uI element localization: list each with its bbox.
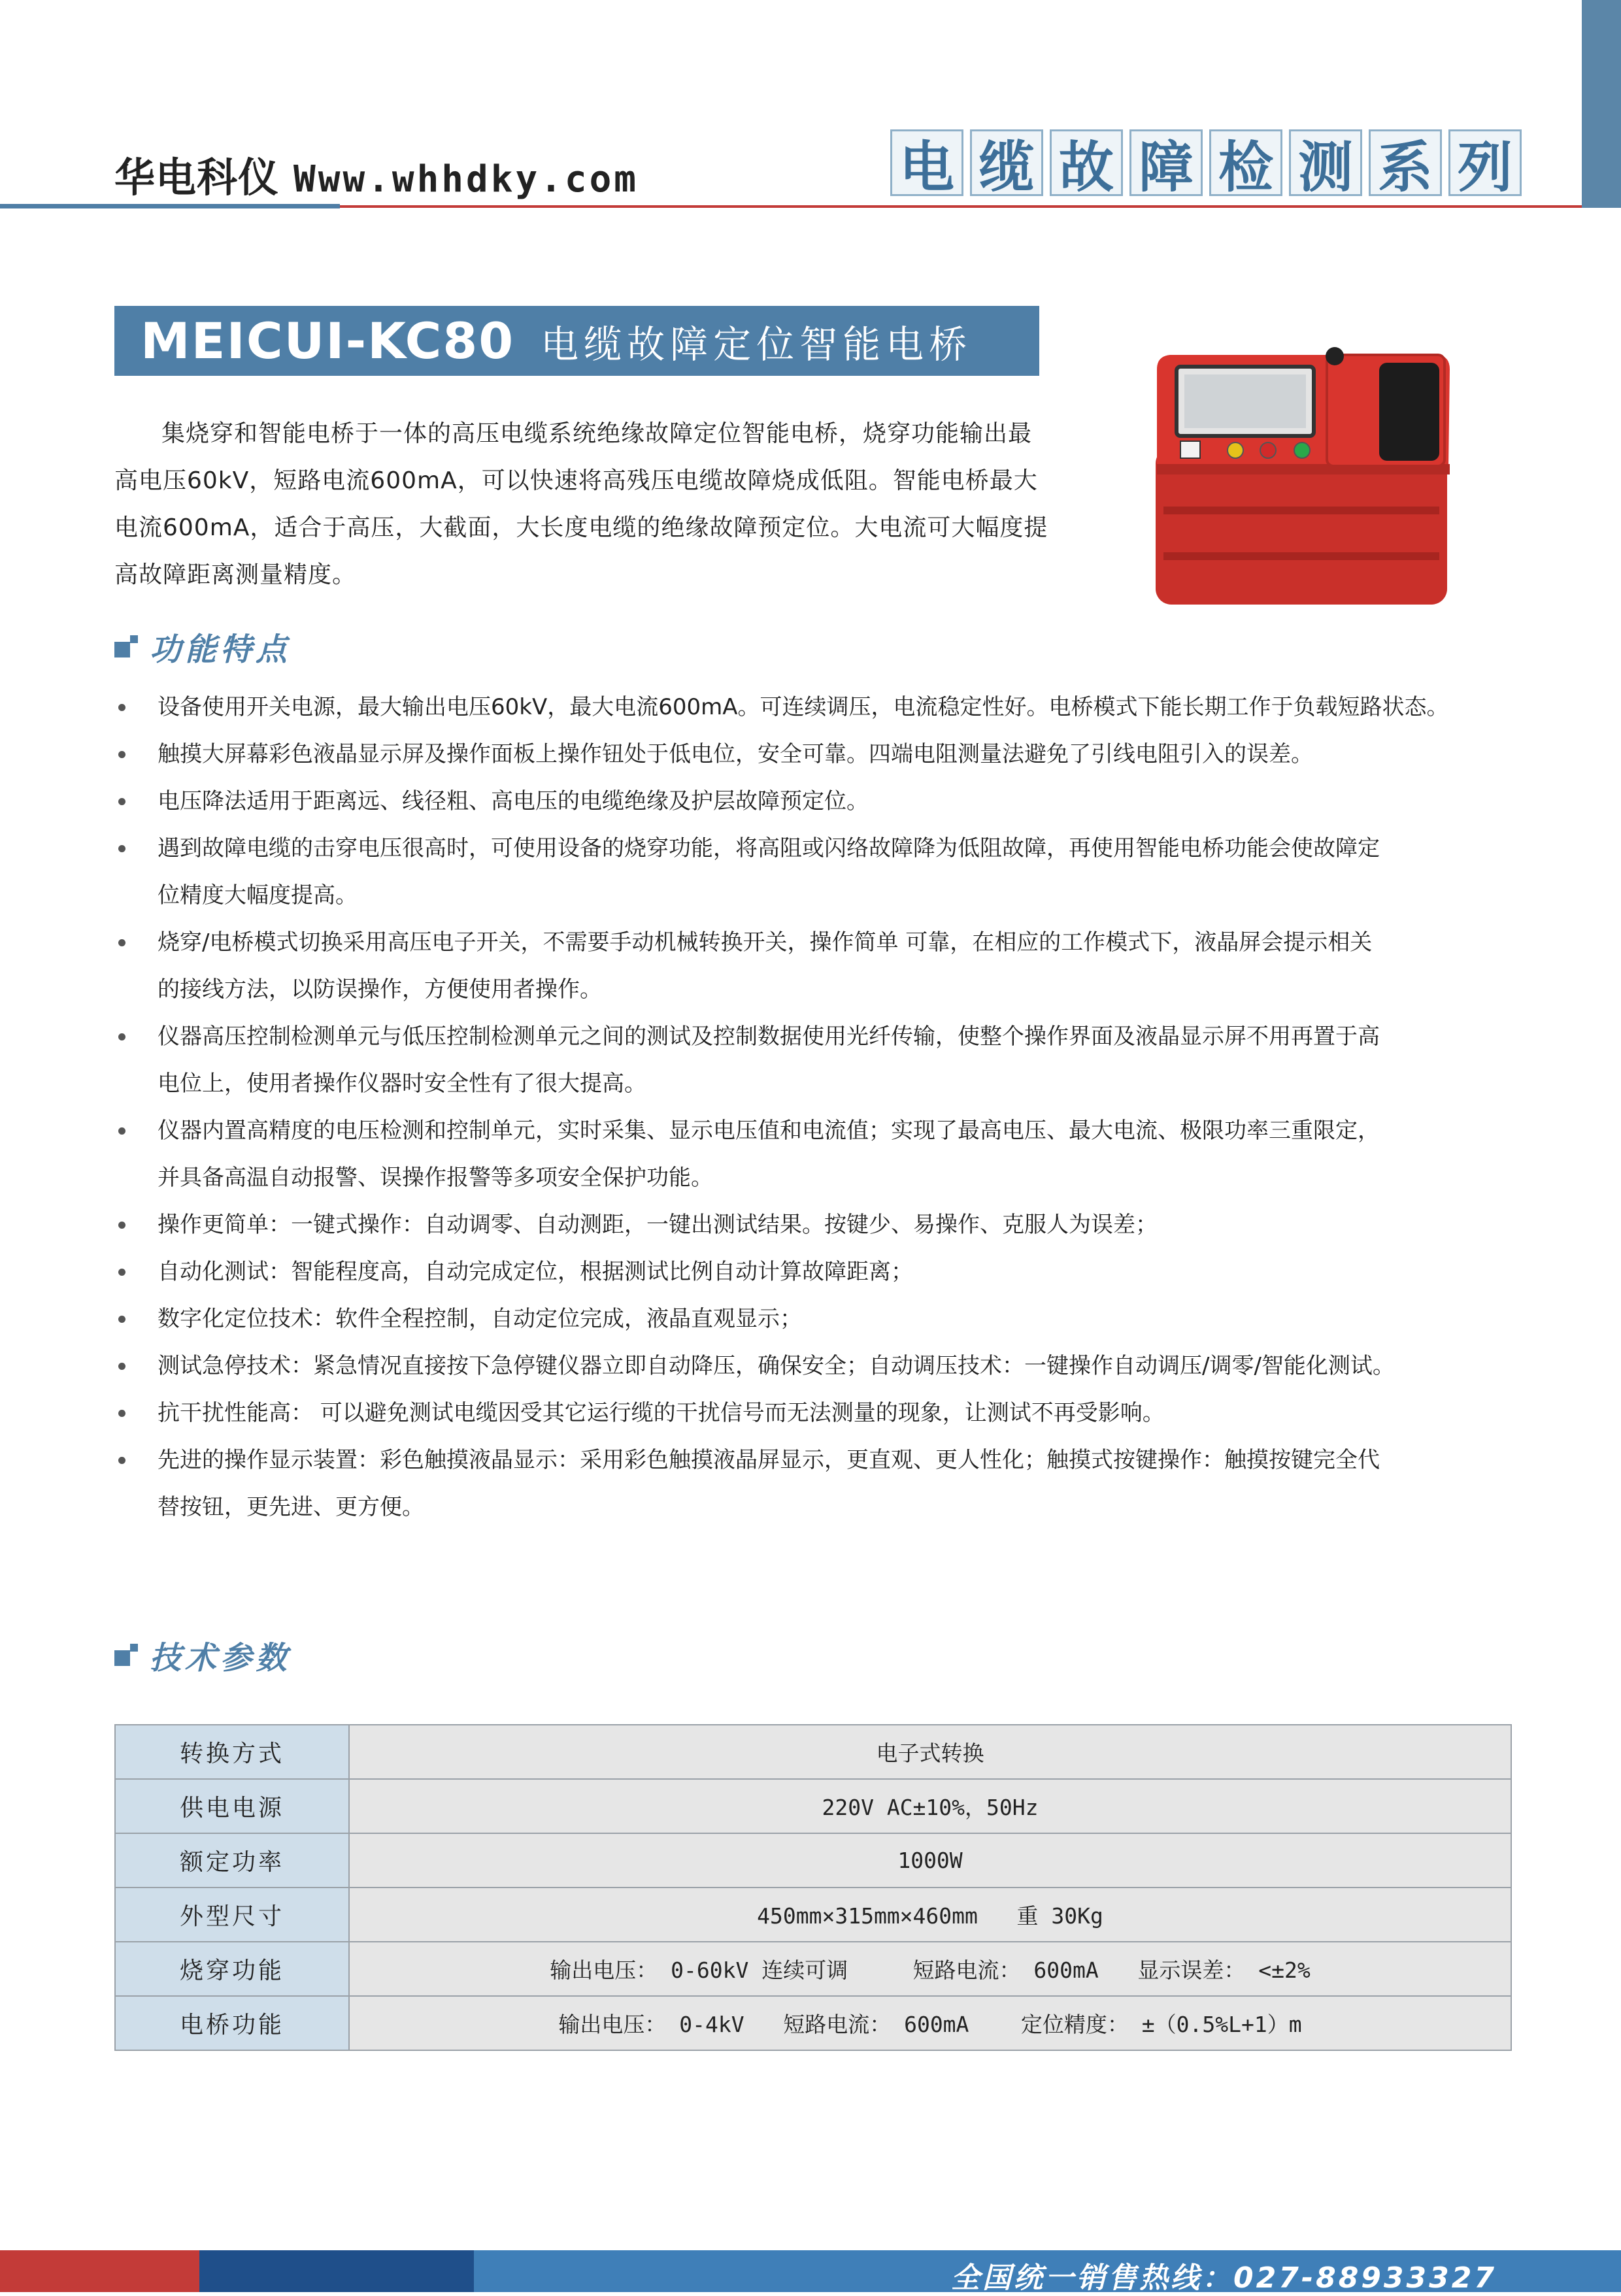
series-title: [890, 129, 1522, 199]
spec-key: 供电电源: [115, 1779, 349, 1833]
table-row: [115, 1725, 1511, 1779]
spec-key: 烧穿功能: [115, 1942, 349, 1996]
bullet-icon: [118, 1457, 125, 1464]
bullet-icon: [118, 798, 125, 805]
product-intro: [114, 410, 1056, 599]
list-item: [114, 1248, 1539, 1295]
product-title-bar: [114, 306, 1039, 376]
series-char: 障: [1129, 129, 1203, 196]
list-item: [114, 1437, 1539, 1531]
website-link[interactable]: Www.whhdky.com: [293, 158, 639, 201]
feature-text: 遇到故障电缆的击穿电压很高时，可使用设备的烧穿功能，将高阻或闪络故障降为低阻故障，再使用智能电桥功能会使故障定 位精度大幅度提高。: [158, 835, 1380, 908]
sales-hotline: 全国统一销售热线：027-88933327: [950, 2261, 1497, 2295]
bullet-icon: [118, 704, 125, 711]
series-char: 检: [1209, 129, 1282, 196]
table-row: [115, 1833, 1511, 1888]
list-item: [114, 919, 1539, 1013]
header-accent-bar: [1582, 0, 1621, 208]
table-row: [115, 1888, 1511, 1942]
bullet-icon: [118, 1127, 125, 1135]
device-knob: [1326, 347, 1344, 365]
series-char: 故: [1050, 129, 1123, 196]
feature-text: 数字化定位技术：软件全程控制，自动定位完成，液晶直观显示；: [158, 1306, 802, 1332]
spec-value: 输出电压： 0-4kV 短路电流： 600mA 定位精度： ±（0.5%L+1）m: [349, 1996, 1511, 2050]
spec-value: 220V AC±10%，50Hz: [349, 1779, 1511, 1833]
feature-text: 烧穿/电桥模式切换采用高压电子开关，不需要手动机械转换开关，操作简单 可靠，在相应的工作模式下，液晶屏会提示相关 的接线方法，以防误操作，方便使用者操作。: [158, 929, 1373, 1003]
spec-value: 输出电压： 0-60kV 连续可调 短路电流： 600mA 显示误差： <±2%: [349, 1942, 1511, 1996]
spec-key: 外型尺寸: [115, 1888, 349, 1942]
features-title: 功能特点: [150, 631, 292, 668]
list-item: [114, 1201, 1539, 1248]
device-photo: [1131, 343, 1471, 618]
feature-text: 仪器内置高精度的电压检测和控制单元，实时采集、显示电压值和电流值；实现了最高电压、最大电流、极限功率三重限定， 并具备高温自动报警、误操作报警等多项安全保护功能。: [158, 1118, 1380, 1191]
series-char: 电: [890, 129, 963, 196]
footer-red-block: [0, 2250, 199, 2292]
feature-text: 设备使用开关电源，最大输出电压60kV，最大电流600mA。可连续调压，电流稳定性好。电桥模式下能长期工作于负载短路状态。: [158, 694, 1449, 720]
table-row: [115, 1779, 1511, 1833]
list-item: [114, 1013, 1539, 1107]
device-accessory-slot: [1379, 363, 1439, 461]
spec-key: 额定功率: [115, 1833, 349, 1888]
device-yellow-button: [1228, 442, 1243, 458]
brand-name: 华电科仪: [114, 154, 280, 201]
brand-header: [114, 145, 639, 203]
features-list: [114, 684, 1539, 1531]
specs-title: 技术参数: [150, 1640, 292, 1676]
feature-text: 自动化测试：智能程度高，自动完成定位，根据测试比例自动计算故障距离；: [158, 1259, 913, 1285]
feature-text: 操作更简单：一键式操作：自动调零、自动测距，一键出测试结果。按键少、易操作、克服人为误差；: [158, 1212, 1158, 1238]
list-item: [114, 1295, 1539, 1342]
spec-value: 电子式转换: [349, 1725, 1511, 1779]
feature-text: 测试急停技术：紧急情况直接按下急停键仪器立即自动降压，确保安全；自动调压技术：一键操作自动调压/调零/智能化测试。: [158, 1353, 1395, 1379]
list-item: [114, 1107, 1539, 1201]
footer-bar: [0, 2250, 1621, 2295]
list-item: [114, 825, 1539, 919]
spec-value: 1000W: [349, 1833, 1511, 1888]
series-char: 缆: [970, 129, 1043, 196]
device-red-button: [1260, 442, 1276, 458]
list-item: [114, 778, 1539, 825]
list-item: [114, 684, 1539, 731]
header-divider-red: [340, 205, 1582, 208]
bullet-icon: [118, 1033, 125, 1040]
bullet-icon: [118, 1222, 125, 1229]
list-item: [114, 1342, 1539, 1389]
list-item: [114, 731, 1539, 778]
bullet-icon: [118, 751, 125, 758]
feature-text: 触摸大屏幕彩色液晶显示屏及操作面板上操作钮处于低电位，安全可靠。四端电阻测量法避免了引线电阻引入的误差。: [158, 741, 1313, 767]
feature-text: 仪器高压控制检测单元与低压控制检测单元之间的测试及控制数据使用光纤传输，使整个操作界面及液晶显示屏不用再置于高 电位上，使用者操作仪器时安全性有了很大提高。: [158, 1023, 1380, 1097]
bullet-icon: [118, 845, 125, 852]
feature-text: 抗干扰性能高： 可以避免测试电缆因受其它运行缆的干扰信号而无法测量的现象，让测试不再受影响。: [158, 1400, 1165, 1426]
spec-key: 转换方式: [115, 1725, 349, 1779]
section-square-icon: [114, 1644, 138, 1667]
section-square-icon: [114, 635, 138, 659]
table-row: [115, 1942, 1511, 1996]
features-heading: [114, 624, 291, 669]
bullet-icon: [118, 1269, 125, 1276]
bullet-icon: [118, 1363, 125, 1370]
device-green-button: [1294, 442, 1310, 458]
series-char: 列: [1448, 129, 1522, 196]
header-divider-blue: [0, 204, 340, 208]
specs-table: [114, 1724, 1512, 2051]
intro-paragraph: 集烧穿和智能电桥于一体的高压电缆系统绝缘故障定位智能电桥，烧穿功能输出最高电压60kV，短路电流600mA，可以快速将高残压电缆故障烧成低阻。智能电桥最大电流600mA，适合于高压，大截面，大长度电缆的绝缘故障预定位。大电流可大幅度提高故障距离测量精度。: [114, 420, 1048, 588]
series-char: 测: [1289, 129, 1362, 196]
footer-darkblue-block: [199, 2250, 474, 2292]
feature-text: 电压降法适用于距离远、线径粗、高电压的电缆绝缘及护层故障预定位。: [158, 788, 869, 814]
bullet-icon: [118, 1410, 125, 1417]
list-item: [114, 1389, 1539, 1437]
table-row: [115, 1996, 1511, 2050]
product-model: MEICUI-KC80: [141, 312, 515, 370]
series-char: 系: [1369, 129, 1442, 196]
spec-value: 450mm×315mm×460mm 重 30Kg: [349, 1888, 1511, 1942]
spec-key: 电桥功能: [115, 1996, 349, 2050]
bullet-icon: [118, 1316, 125, 1323]
product-name: 电缆故障定位智能电桥: [541, 322, 973, 367]
bullet-icon: [118, 939, 125, 946]
specs-heading: [114, 1633, 291, 1678]
feature-text: 先进的操作显示装置：彩色触摸液晶显示：采用彩色触摸液晶屏显示，更直观、更人性化；触摸式按键操作：触摸按键完全代 替按钮，更先进、更方便。: [158, 1447, 1380, 1520]
